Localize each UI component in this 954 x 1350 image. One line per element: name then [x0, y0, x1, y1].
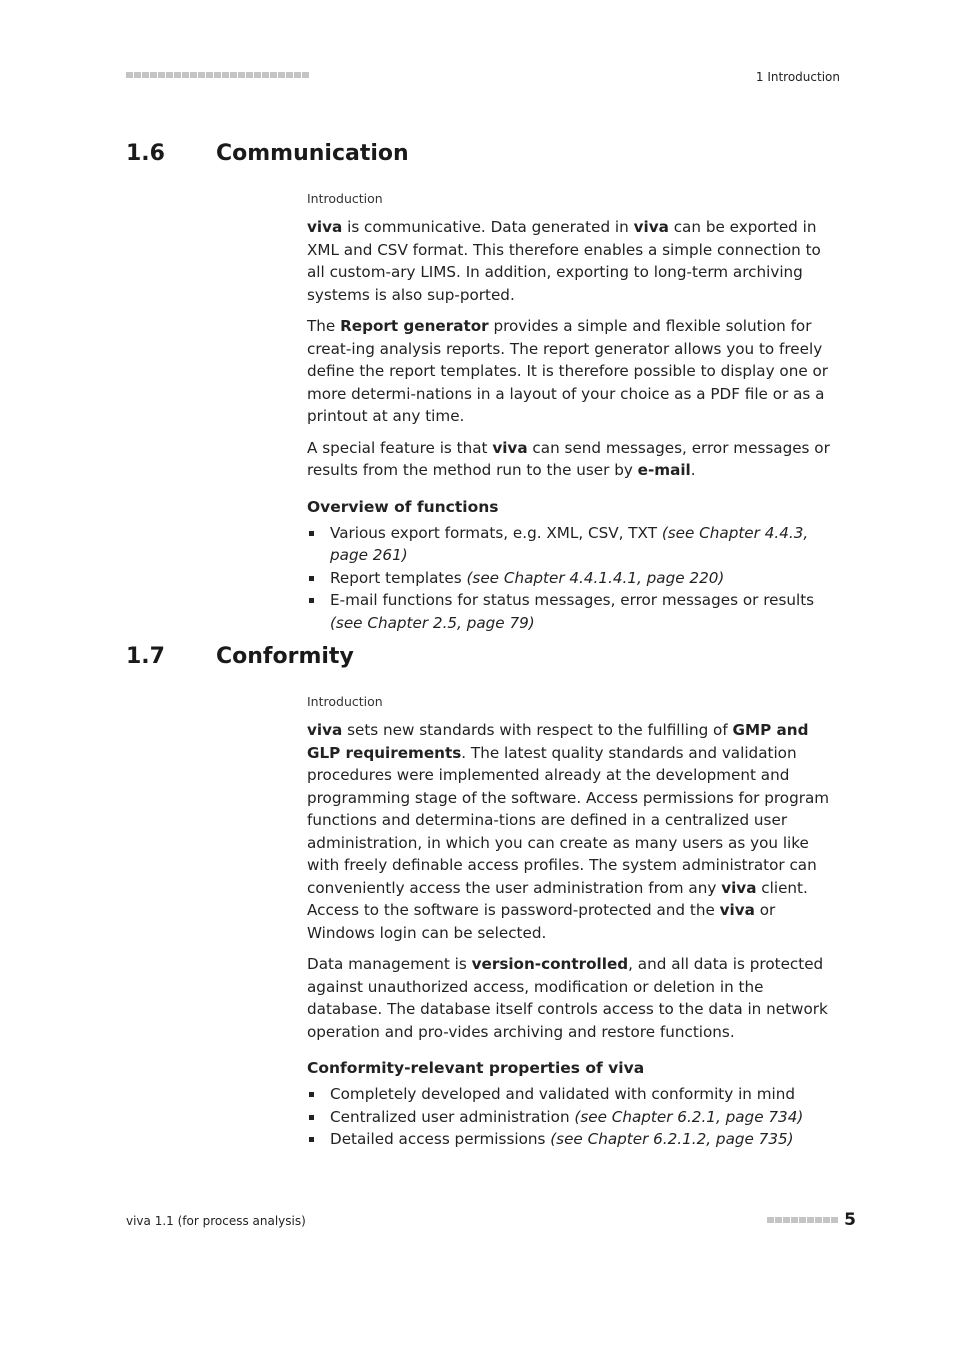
text-run: Various export formats, e.g. XML, CSV, TXT: [330, 523, 662, 542]
text-run: The: [307, 317, 341, 335]
bold-text: version-controlled: [471, 955, 629, 973]
bullet-list: [307, 1083, 842, 1151]
text-run: can send messages, error messages or results from the method run to the user by: [307, 438, 830, 479]
footer-product: viva 1.1 (for process analysis): [126, 1214, 306, 1228]
list-item: [307, 567, 842, 590]
text-run: or Windows login can be selected.: [307, 901, 776, 942]
list-item: [307, 1106, 842, 1129]
footer-decoration: [767, 1217, 838, 1223]
text-run: , and all data is protected against unauthorized access, modification or deletion in the database. The database itself controls access to the data in network operation and pro-vides archiving and restore functions.: [307, 955, 828, 1041]
text-run: sets new standards with respect to the fulfilling of: [342, 721, 733, 739]
bold-text: viva: [721, 878, 757, 897]
cross-reference[interactable]: (see Chapter 6.2.1, page 734): [574, 1107, 804, 1126]
section-number: 1.7: [126, 644, 165, 669]
cross-reference[interactable]: (see Chapter 6.2.1.2, page 735): [550, 1130, 794, 1148]
text-run: client. Access to the software is password-protected and the: [307, 878, 808, 919]
text-run: Report templates: [330, 568, 467, 587]
bold-text: viva: [719, 901, 755, 919]
header-decoration: [126, 72, 309, 78]
cross-reference[interactable]: (see Chapter 2.5, page 79): [330, 613, 535, 632]
text-run: provides a simple and flexible solution for creat-ing analysis reports. The report generator allows you to freely define the report templates. It is therefore possible to display one or more determi-nations in a layout of your choice as a PDF file or as a printout at any time.: [307, 317, 829, 425]
bold-text: viva: [633, 218, 669, 236]
text-run: E-mail functions for status messages, error messages or results: [330, 591, 815, 609]
text-run: can be exported in XML and CSV format. This therefore enables a simple connection to all custom-ary LIMS. In addition, exporting to long-term archiving systems is also sup-ported.: [307, 218, 821, 304]
paragraph: [307, 953, 842, 1043]
text-run: . The latest quality standards and validation procedures were implemented already at the development and programming stage of the software. Access permissions for program functions and determina-tions are defined in a centralized user administration, in which you can create as many users as you like with freely definable access profiles. The system administrator can conveniently access the user administration from any: [307, 743, 830, 897]
section-heading-conformity: [126, 644, 354, 669]
list-item: [307, 522, 842, 567]
running-header: 1 Introduction: [755, 70, 840, 84]
text-run: Detailed access permissions: [330, 1130, 551, 1148]
text-run: Completely developed and validated with conformity in mind: [330, 1085, 796, 1103]
text-run: Data management is: [307, 955, 472, 973]
bold-text: GMP and GLP requirements: [307, 721, 809, 762]
list-item: [307, 589, 842, 634]
cross-reference[interactable]: (see Chapter 4.4.1.4.1, page 220): [466, 568, 725, 587]
bold-text: Report generator: [340, 317, 489, 335]
paragraph: [307, 315, 842, 428]
paragraph: [307, 437, 842, 482]
bold-text: viva: [307, 721, 343, 739]
margin-label: Introduction: [307, 191, 383, 206]
paragraph: [307, 216, 842, 306]
text-run: Centralized user administration: [330, 1107, 575, 1126]
bold-text: viva: [307, 218, 343, 236]
section-title: Conformity: [216, 644, 354, 669]
bold-text: e-mail: [637, 461, 691, 479]
text-run: .: [690, 461, 696, 479]
section-title: Communication: [216, 141, 409, 166]
bullet-list: [307, 522, 842, 635]
section-heading-communication: [126, 141, 409, 166]
bold-text: viva: [492, 438, 528, 457]
paragraph: [307, 719, 842, 944]
margin-label: Introduction: [307, 694, 383, 709]
text-run: A special feature is that: [307, 438, 493, 457]
subheading: Conformity-relevant properties of viva: [307, 1059, 645, 1077]
section-body-conformity: [307, 693, 842, 1151]
list-item: [307, 1128, 842, 1151]
section-body-communication: [307, 190, 842, 634]
section-number: 1.6: [126, 141, 165, 166]
subheading: Overview of functions: [307, 497, 499, 516]
list-item: [307, 1083, 842, 1106]
page-number: 5: [844, 1210, 856, 1230]
cross-reference[interactable]: (see Chapter 4.4.3, page 261): [330, 523, 809, 564]
text-run: is communicative. Data generated in: [342, 218, 634, 236]
footer-page: [767, 1210, 856, 1230]
